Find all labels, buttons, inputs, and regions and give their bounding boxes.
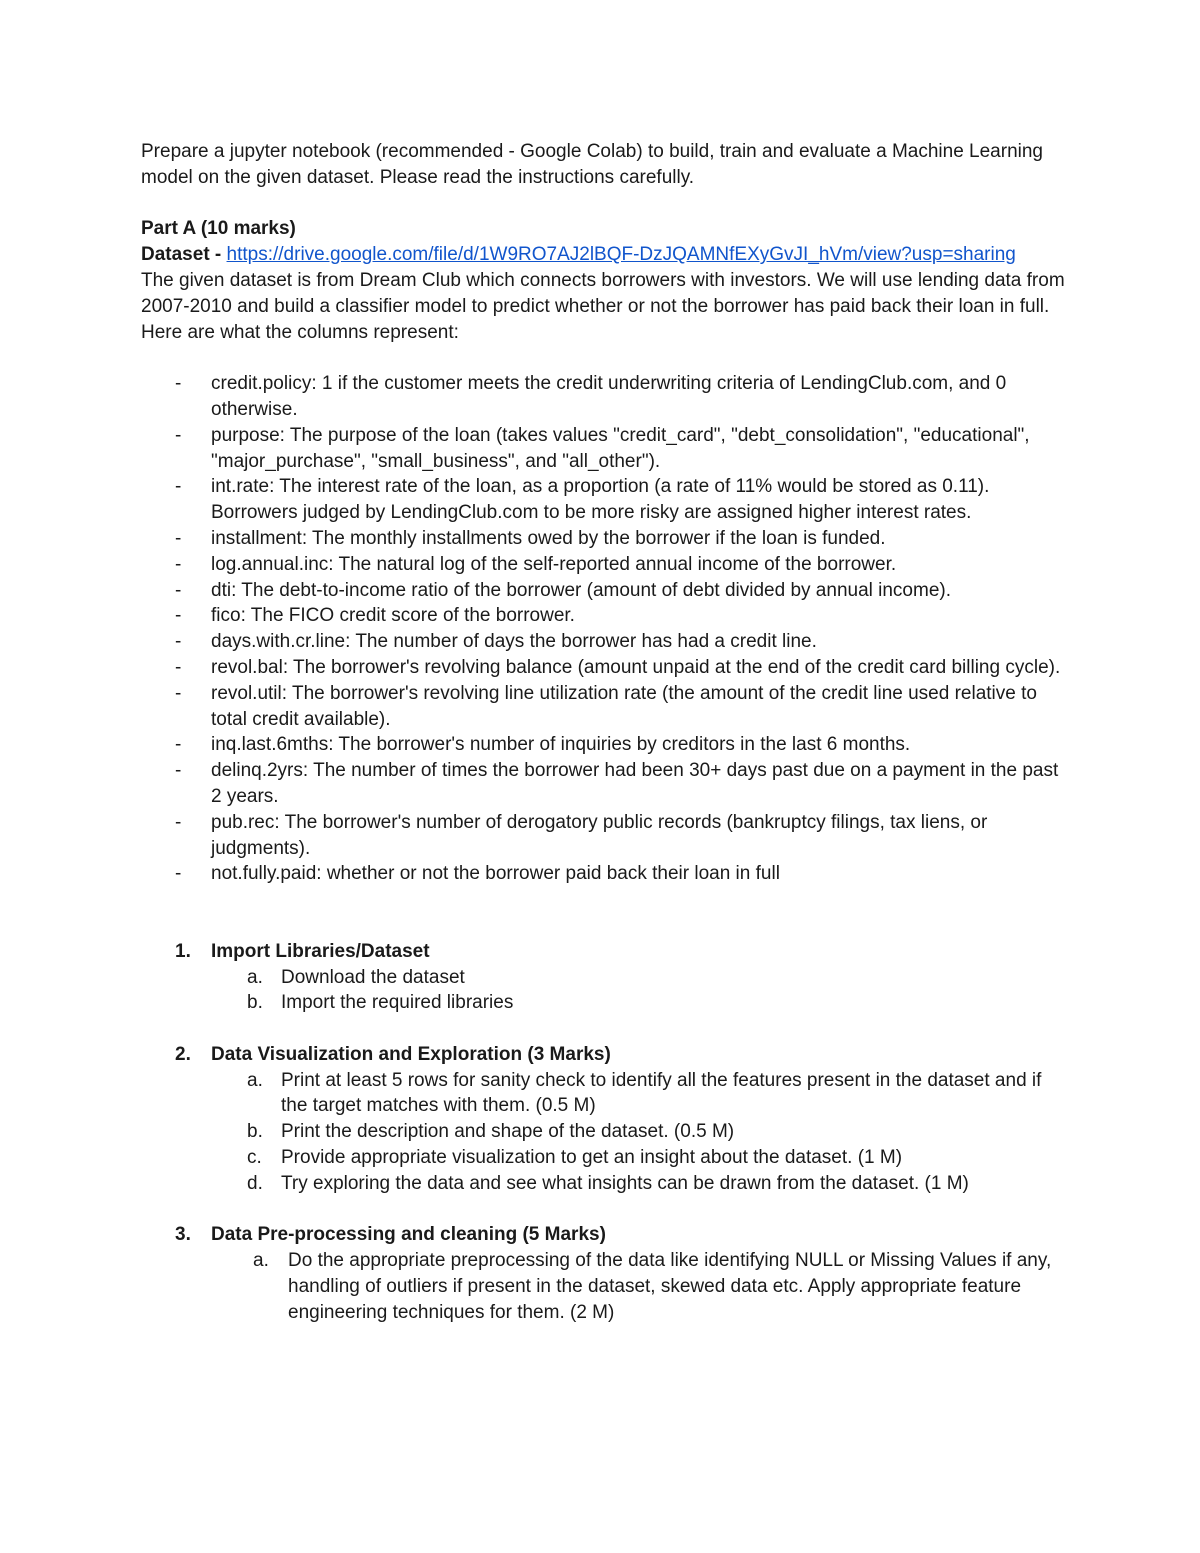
column-description: int.rate: The interest rate of the loan, as a proportion (a rate of 11% would be stored as 0.11). Borrowers judged by LendingClub.com to be more risky are assigned higher interest rates. (211, 476, 990, 524)
subtask-text: Print at least 5 rows for sanity check to identify all the features present in the dataset and if the target matches with them. (0.5 M) (281, 1069, 1042, 1117)
dash-marker: - (175, 424, 182, 446)
dataset-link[interactable]: https://drive.google.com/file/d/1W9RO7AJ2lBQF-DzJQAMNfEXyGvJI_hVm/view?usp=sharing (226, 244, 1016, 266)
column-description: delinq.2yrs: The number of times the borrower had been 30+ days past due on a payment in the past 2 years. (211, 760, 1059, 807)
column-description: inq.last.6mths: The borrower's number of inquiries by creditors in the last 6 months. (211, 734, 911, 756)
task-title: Data Pre-processing and cleaning (5 Marks) (211, 1224, 606, 1246)
spacer (141, 1197, 1071, 1223)
column-description: credit.policy: 1 if the customer meets the credit underwriting criteria of LendingClub.com, and 0 otherwise. (211, 373, 1007, 420)
subtask-marker: d. (247, 1172, 263, 1194)
list-item (141, 655, 1071, 681)
list-item (141, 371, 1071, 423)
list-item (141, 474, 1071, 526)
subtask-item (211, 1248, 1071, 1325)
column-description: log.annual.inc: The natural log of the self-reported annual income of the borrower. (211, 553, 897, 575)
column-description: pub.rec: The borrower's number of derogatory public records (bankruptcy filings, tax liens, or judgments). (211, 811, 988, 859)
list-item (141, 578, 1071, 604)
list-item (141, 629, 1071, 655)
list-item (141, 526, 1071, 552)
subtask-marker: b. (247, 992, 263, 1014)
list-item (141, 552, 1071, 578)
list-item (141, 732, 1071, 758)
subtask-marker: a. (247, 966, 263, 988)
dataset-label: Dataset - (141, 244, 227, 266)
task-item (141, 1042, 1071, 1197)
dash-marker: - (175, 863, 182, 885)
spacer (141, 887, 1071, 939)
list-item (141, 758, 1071, 810)
subtask-item (211, 1119, 1071, 1145)
spacer (141, 345, 1071, 371)
subtask-text: Try exploring the data and see what insights can be drawn from the dataset. (1 M) (281, 1172, 969, 1194)
part-a-heading: Part A (10 marks) (141, 218, 296, 240)
column-description: purpose: The purpose of the loan (takes values "credit_card", "debt_consolidation", "educational", "major_purchase", "small_business", and "all_other"). (211, 424, 1030, 472)
column-description: revol.bal: The borrower's revolving balance (amount unpaid at the end of the credit card billing cycle). (211, 656, 1061, 678)
dash-marker: - (175, 527, 182, 549)
subtask-text: Print the description and shape of the dataset. (0.5 M) (281, 1121, 735, 1143)
subtask-text: Download the dataset (281, 966, 465, 988)
task-number: 2. (175, 1043, 191, 1065)
dash-marker: - (175, 476, 182, 498)
spacer (141, 191, 1071, 217)
column-description: dti: The debt-to-income ratio of the borrower (amount of debt divided by annual income). (211, 579, 951, 601)
column-description: not.fully.paid: whether or not the borrower paid back their loan in full (211, 863, 780, 885)
subtask-marker: a. (253, 1250, 269, 1272)
dash-marker: - (175, 734, 182, 756)
list-item (141, 810, 1071, 862)
list-item (141, 603, 1071, 629)
dataset-line (141, 242, 1071, 268)
task-number: 1. (175, 940, 191, 962)
column-description: days.with.cr.line: The number of days the borrower has had a credit line. (211, 631, 817, 653)
subtask-item (211, 1171, 1071, 1197)
dash-marker: - (175, 373, 182, 395)
spacer (141, 1016, 1071, 1042)
subtask-text: Import the required libraries (281, 992, 514, 1014)
column-list (141, 371, 1071, 887)
subtask-item (211, 965, 1071, 991)
task-item (141, 939, 1071, 1016)
task-number: 3. (175, 1224, 191, 1246)
list-item (141, 681, 1071, 733)
dataset-description: The given dataset is from Dream Club which connects borrowers with investors. We will use lending data from 2007-2010 and build a classifier model to predict whether or not the borrower has paid back their loan in full. Here are what the columns represent: (141, 269, 1065, 343)
subtask-list (211, 1248, 1071, 1325)
dash-marker: - (175, 579, 182, 601)
dash-marker: - (175, 682, 182, 704)
task-title: Import Libraries/Dataset (211, 940, 430, 962)
dash-marker: - (175, 553, 182, 575)
dash-marker: - (175, 631, 182, 653)
subtask-list (211, 965, 1071, 1017)
subtask-item (211, 1145, 1071, 1171)
subtask-marker: a. (247, 1069, 263, 1091)
subtask-text: Provide appropriate visualization to get an insight about the dataset. (1 M) (281, 1147, 903, 1169)
dash-marker: - (175, 811, 182, 833)
intro-paragraph: Prepare a jupyter notebook (recommended - Google Colab) to build, train and evaluate a Machine Learning model on the given dataset. Please read the instructions carefully. (141, 141, 1043, 188)
list-item (141, 423, 1071, 475)
subtask-marker: c. (247, 1147, 262, 1169)
list-item (141, 861, 1071, 887)
document-page (141, 139, 1071, 1326)
task-item (141, 1222, 1071, 1325)
task-list (141, 939, 1071, 1326)
subtask-item (211, 1068, 1071, 1120)
dash-marker: - (175, 656, 182, 678)
subtask-marker: b. (247, 1121, 263, 1143)
dash-marker: - (175, 760, 182, 782)
column-description: revol.util: The borrower's revolving line utilization rate (the amount of the credit line used relative to total credit available). (211, 682, 1037, 730)
subtask-text: Do the appropriate preprocessing of the data like identifying NULL or Missing Values if any, handling of outliers if present in the dataset, skewed data etc. Apply appropriate feature engineering techniques for them. (2 M) (288, 1250, 1052, 1323)
subtask-item (211, 990, 1071, 1016)
column-description: fico: The FICO credit score of the borrower. (211, 605, 575, 627)
column-description: installment: The monthly installments owed by the borrower if the loan is funded. (211, 527, 886, 549)
subtask-list (211, 1068, 1071, 1197)
dash-marker: - (175, 605, 182, 627)
task-title: Data Visualization and Exploration (3 Marks) (211, 1043, 611, 1065)
